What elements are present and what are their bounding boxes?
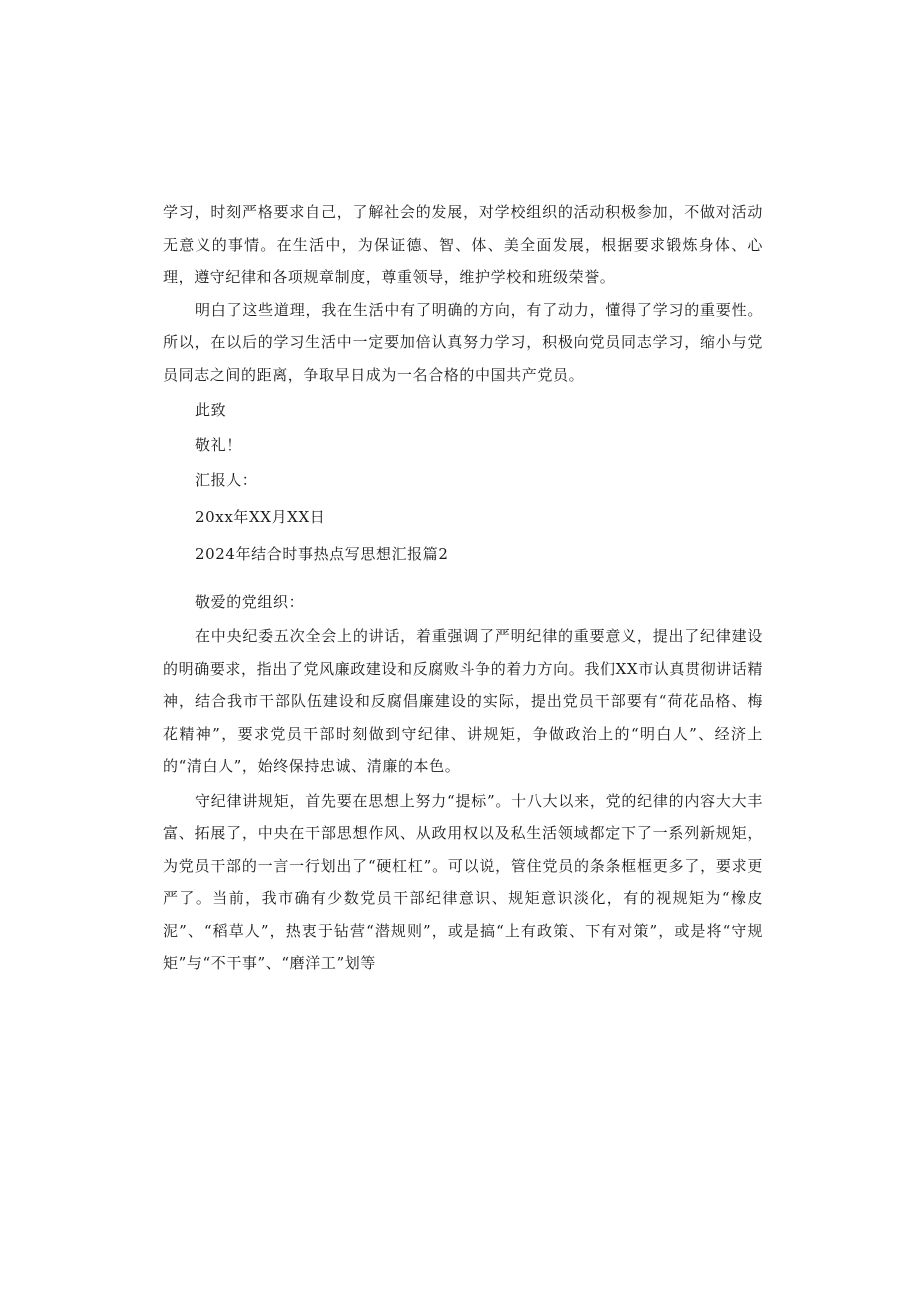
- paragraph-resolution: 明白了这些道理，我在生活中有了明确的方向，有了动力，懂得了学习的重要性。所以，在以后的学习生活中一定要加倍认真努力学习，积极向党员同志学习，缩小与党员同志之间的距离，争取早日成为一名合格的中国共产党员。: [163, 300, 763, 384]
- closing-salutation: 此致: [195, 401, 227, 419]
- body-paragraph-2: 守纪律讲规矩，首先要在思想上努力“提标”。十八大以来，党的纪律的内容大大丰富、拓展了，中央在干部思想作风、从政用权以及私生活领域都定下了一系列新规矩，为党员干部的一言一行划出了“硬杠杠”。可以说，管住党员的条条框框更多了，要求更严了。当前，我市确有少数党员干部纪律意识、规矩意识淡化，有的视规矩为“橡皮泥”、“稻草人”，热衷于钻营“潜规则”，或是搞“上有政策、下有对策”，或是将“守规矩”与“不干事”、“磨洋工”划等: [163, 791, 763, 972]
- report-date: 20xx年XX月XX日: [195, 508, 326, 526]
- section-title: 2024年结合时事热点写思想汇报篇2: [195, 545, 449, 563]
- paragraph-continuation: 学习，时刻严格要求自己，了解社会的发展，对学校组织的活动积极参加，不做对活动无意义的事情。在生活中，为保证德、智、体、美全面发展，根据要求锻炼身体、心理，遵守纪律和各项规章制度，尊重领导，维护学校和班级荣誉。: [163, 203, 763, 286]
- body-paragraph-1: 在中央纪委五次全会上的讲话，着重强调了严明纪律的重要意义，提出了纪律建设的明确要求，指出了党风廉政建设和反腐败斗争的着力方向。我们XX市认真贯彻讲话精神，结合我市干部队伍建设和反腐倡廉建设的实际，提出党员干部要有“荷花品格、梅花精神”，要求党员干部时刻做到守纪律、讲规矩，争做政治上的“明白人”、经济上的“清白人”，始终保持忠诚、清廉的本色。: [163, 627, 763, 775]
- closing-regards: 敬礼！: [195, 436, 242, 454]
- reporter-label: 汇报人：: [195, 471, 258, 489]
- document-body: [163, 196, 763, 980]
- greeting: 敬爱的党组织：: [195, 593, 305, 611]
